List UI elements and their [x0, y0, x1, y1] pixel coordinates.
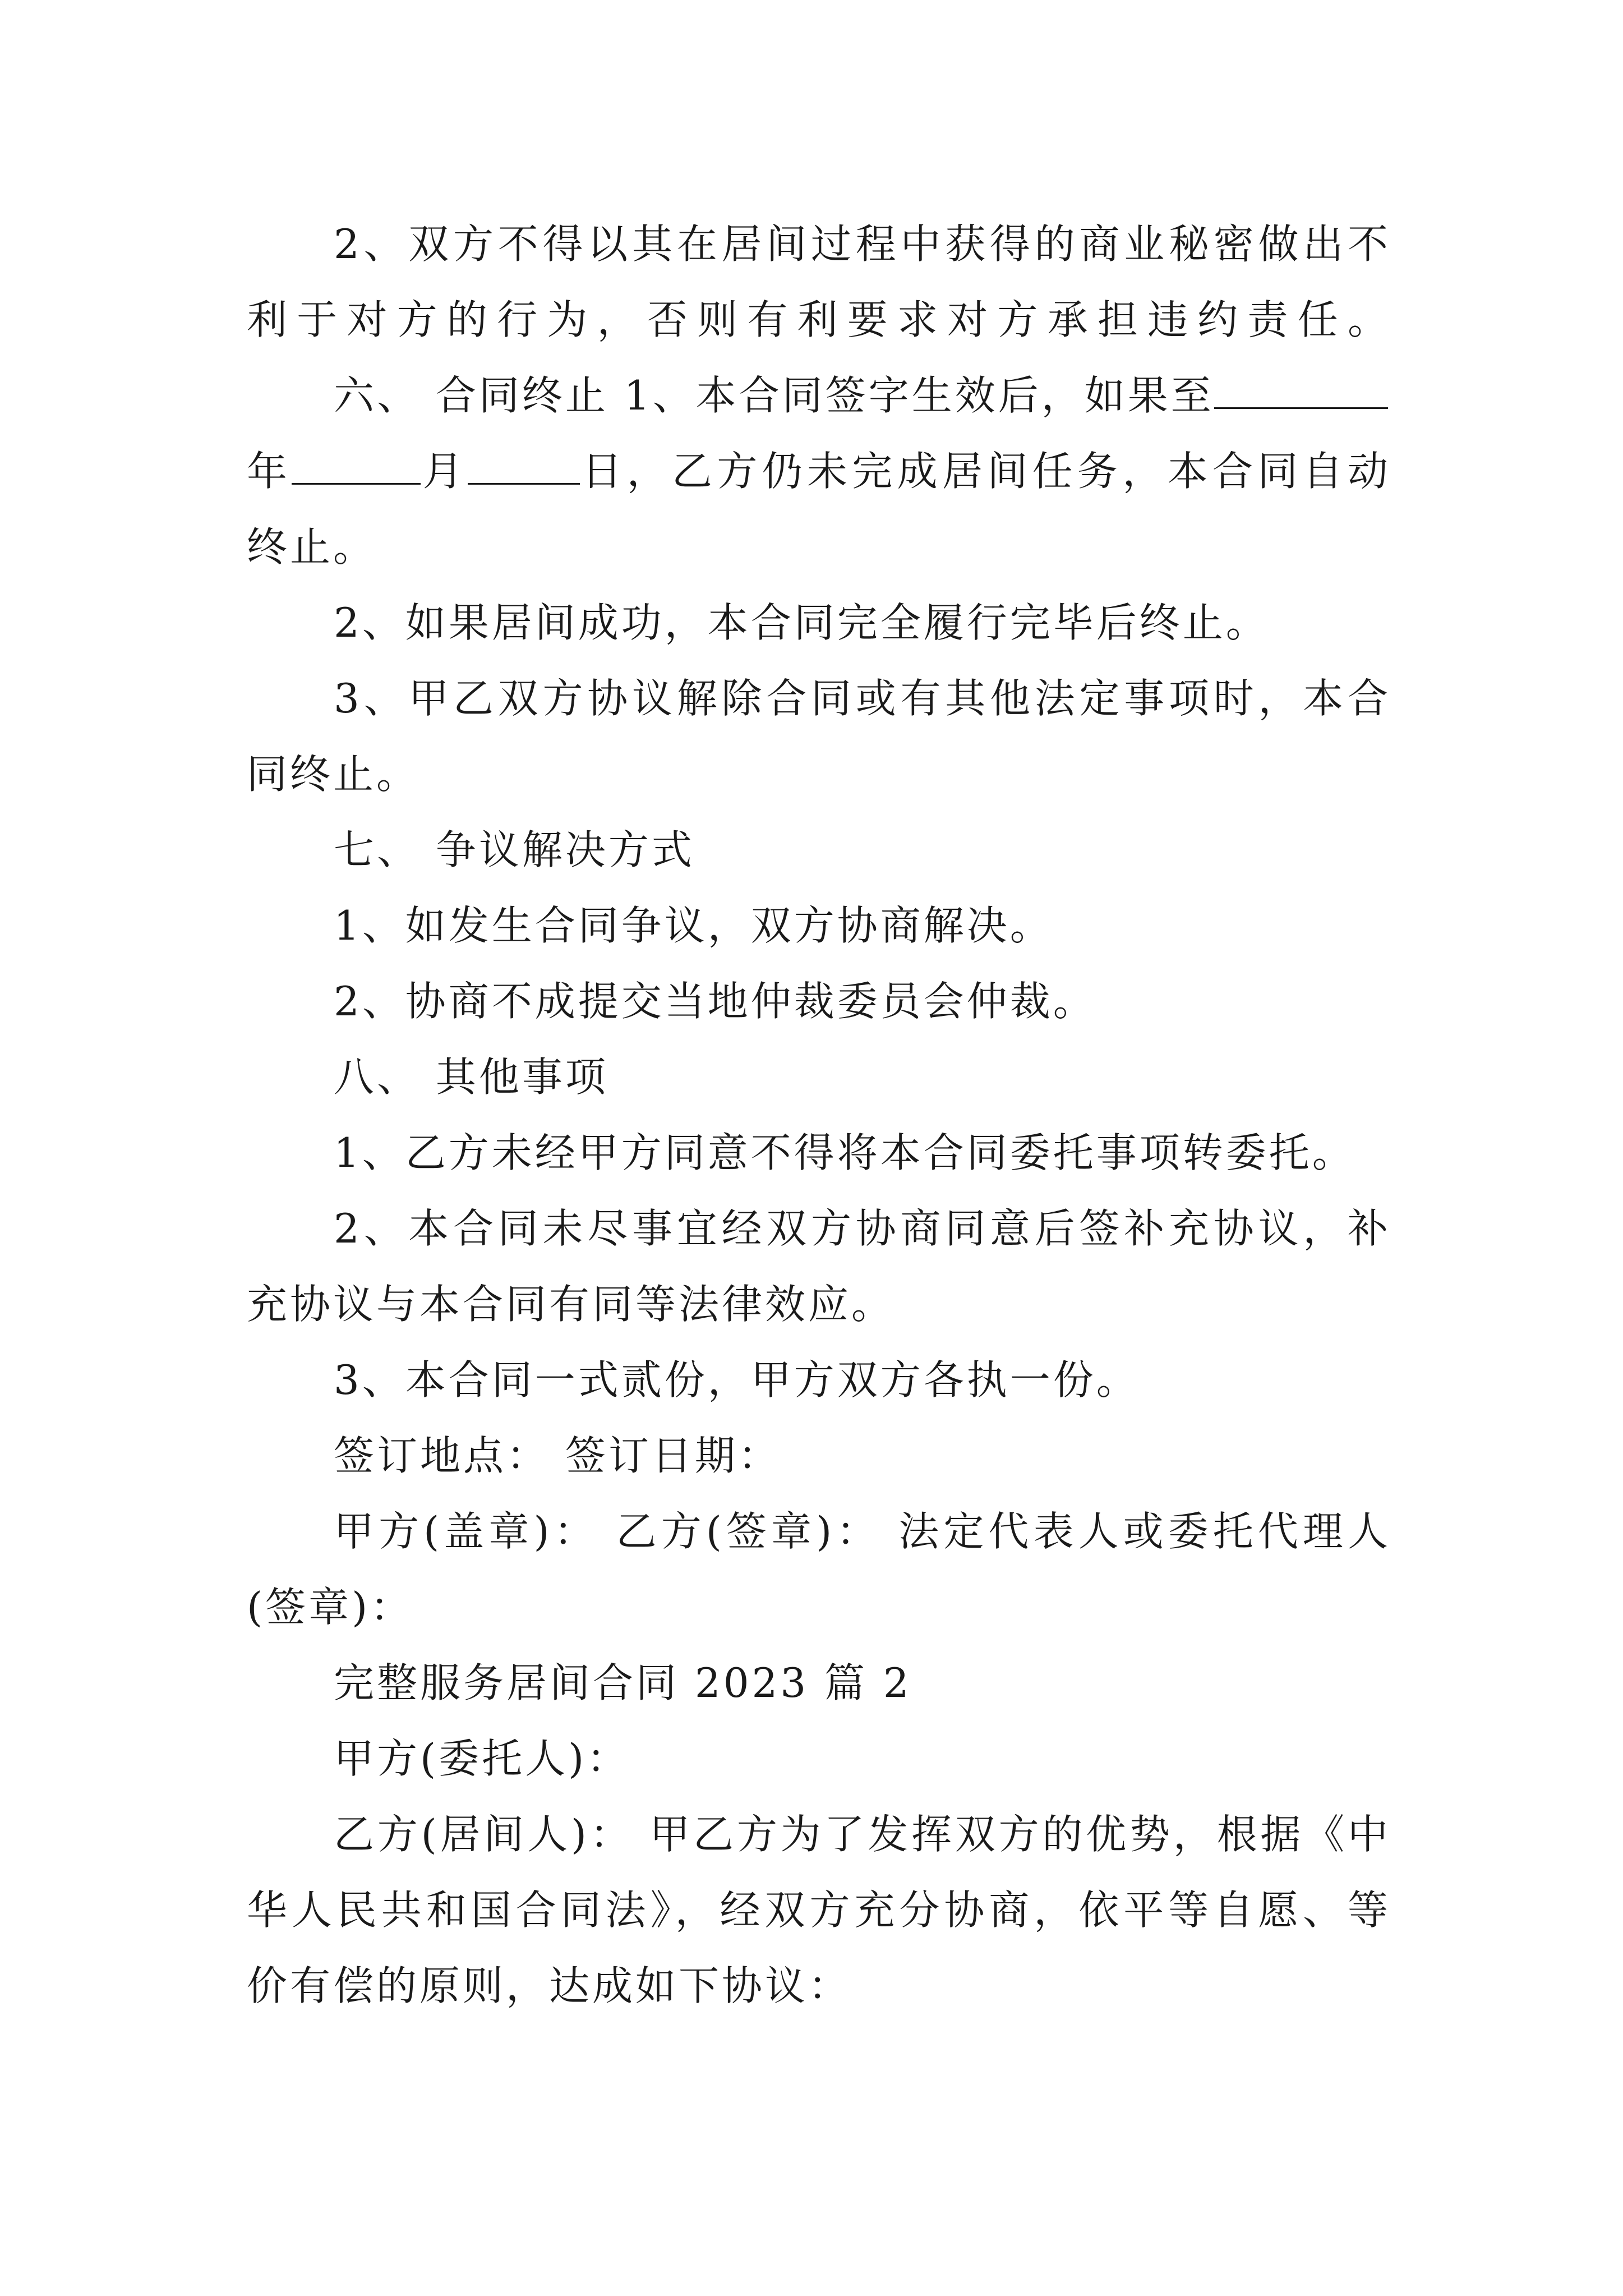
paragraph-line: 华人民共和国合同法》，经双方充分协商，依平等自愿、等 [247, 1887, 1391, 1934]
paragraph-line: 2、双方不得以其在居间过程中获得的商业秘密做出不 [334, 220, 1391, 268]
document-subtitle: 完整服务居间合同 2023 篇 2 [334, 1659, 912, 1706]
paragraph-line: 价有偿的原则，达成如下协议： [247, 1962, 852, 2009]
paragraph-line: 1、如发生合同争议，双方协商解决。 [334, 902, 1053, 949]
paragraph-line: 2、协商不成提交当地仲裁委员会仲裁。 [334, 978, 1096, 1025]
date-blank-line [247, 435, 1391, 508]
paragraph-line: 2、如果居间成功，本合同完全履行完毕后终止。 [334, 599, 1269, 646]
day-label-clause: 日，乙方仍未完成居间任务，本合同自动 [580, 448, 1391, 495]
signing-place-date: 签订地点： 签订日期： [334, 1432, 781, 1479]
party-a-line: 甲方(委托人)： [334, 1735, 630, 1782]
paragraph-line: 1、乙方未经甲方同意不得将本合同委托事项转委托。 [334, 1129, 1355, 1176]
day-blank [468, 435, 580, 485]
signature-line: 甲方(盖章)： 乙方(签章)： 法定代表人或委托代理人 [334, 1508, 1391, 1555]
section-heading: 七、 争议解决方式 [334, 826, 695, 873]
paragraph-line: 2、本合同未尽事宜经双方协商同意后签补充协议，补 [334, 1205, 1391, 1252]
month-blank [292, 435, 421, 485]
year-label: 年 [247, 448, 292, 495]
paragraph-line: 终止。 [247, 523, 377, 570]
section-heading: 八、 其他事项 [334, 1053, 608, 1101]
termination-clause-text: 六、 合同终止 1、本合同签字生效后，如果至 [334, 372, 1214, 419]
paragraph-line: 3、本合同一式贰份，甲方双方各执一份。 [334, 1356, 1140, 1404]
signature-line: (签章)： [247, 1584, 414, 1631]
year-blank [1214, 359, 1388, 409]
section-6-heading-line [334, 359, 1391, 432]
month-label: 月 [421, 448, 468, 495]
paragraph-line: 利于对方的行为，否则有利要求对方承担违约责任。 [247, 296, 1391, 343]
paragraph-line: 3、甲乙双方协议解除合同或有其他法定事项时，本合 [334, 675, 1391, 722]
paragraph-line: 同终止。 [247, 751, 420, 798]
party-b-line: 乙方(居间人)： 甲乙方为了发挥双方的优势，根据《中 [334, 1811, 1391, 1858]
paragraph-line: 充协议与本合同有同等法律效应。 [247, 1281, 895, 1328]
